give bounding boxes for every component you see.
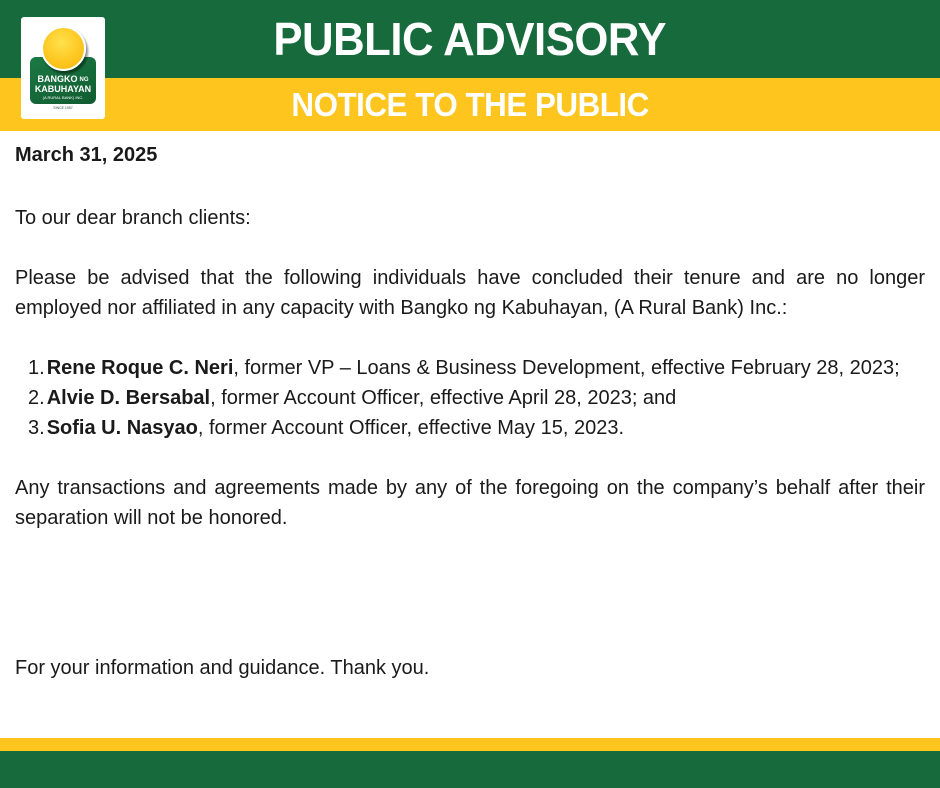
person-details: , former Account Officer, effective April 28, 2023; and	[210, 387, 677, 409]
list-number: 2.	[28, 387, 45, 409]
sub-banner	[0, 78, 940, 131]
logo-ng-text: NG	[79, 77, 89, 83]
footer-green-strip	[0, 751, 940, 788]
intro-paragraph: Please be advised that the following individuals have concluded their tenure and are no longer employed nor affiliated in any capacity with Bangko ng Kabuhayan, (A Rural Bank) Inc.:	[15, 267, 925, 319]
advisory-date: March 31, 2025	[15, 144, 158, 166]
list-number: 1.	[28, 357, 45, 379]
person-name: Sofia U. Nasyao	[46, 417, 198, 439]
person-name: Rene Roque C. Neri	[46, 357, 234, 379]
sub-banner-title: NOTICE TO THE PUBLIC	[291, 85, 649, 123]
advisory-body	[0, 131, 940, 683]
list-item	[15, 413, 925, 443]
footer-yellow-strip	[0, 738, 940, 751]
list-item	[15, 383, 925, 413]
person-details: , former VP – Loans & Business Development, effective February 28, 2023;	[233, 357, 900, 379]
person-name: Alvie D. Bersabal	[46, 387, 211, 409]
list-item	[15, 353, 925, 383]
person-details: , former Account Officer, effective May 15, 2023.	[197, 417, 625, 439]
header-banner	[0, 0, 940, 78]
sun-icon	[41, 26, 86, 71]
list-number: 3.	[28, 417, 45, 439]
logo-bangko-text: BANGKO	[37, 74, 78, 84]
personnel-list	[15, 353, 925, 443]
banner-title: PUBLIC ADVISORY	[273, 13, 667, 65]
closing-line: For your information and guidance. Thank you.	[15, 657, 430, 679]
bank-logo	[21, 17, 105, 119]
disclaimer-paragraph: Any transactions and agreements made by any of the foregoing on the company’s behalf after their separation will not be honored.	[15, 477, 925, 529]
logo-subtext: (A RURAL BANK) INC.	[42, 95, 84, 100]
salutation: To our dear branch clients:	[15, 207, 251, 229]
logo-tagline: SINCE 1957	[53, 106, 73, 110]
logo-bank-name-line2: KABUHAYAN	[34, 84, 92, 94]
